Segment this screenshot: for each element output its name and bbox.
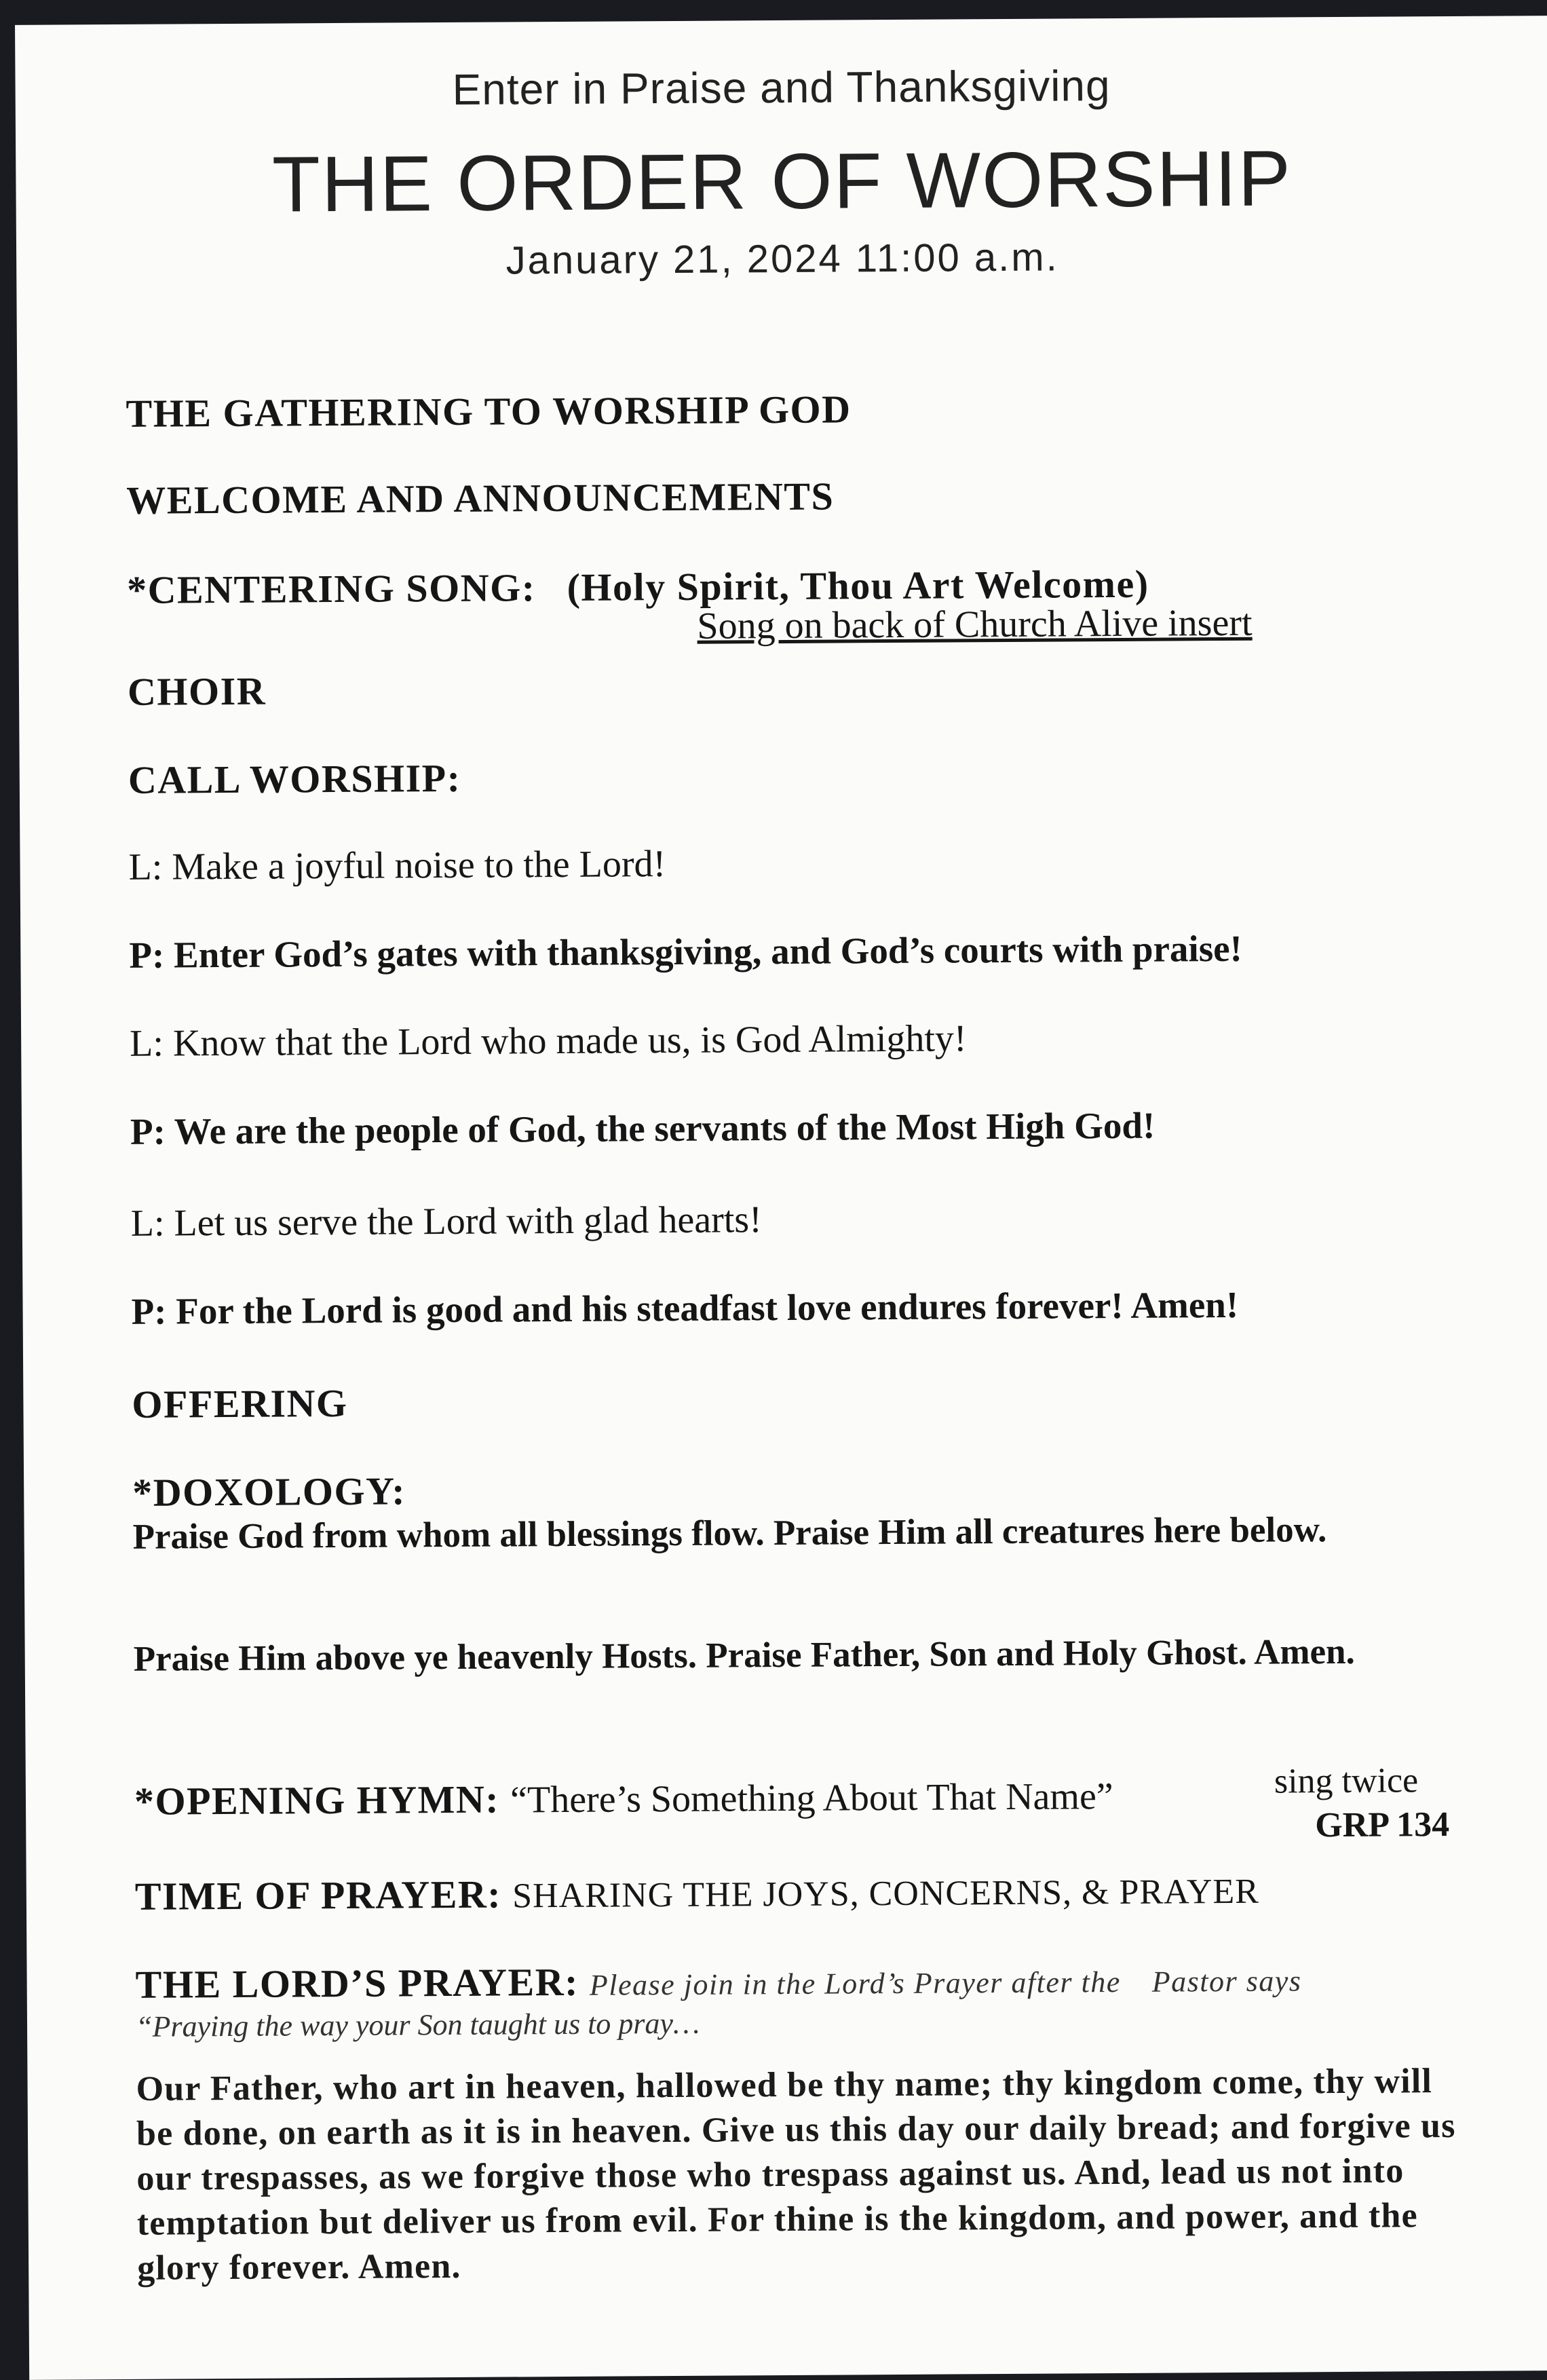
call-line-4: P: We are the people of God, the servants of the Most High God! [130, 1104, 1156, 1152]
tagline: Enter in Praise and Thanksgiving [452, 61, 1111, 114]
opening-hymn-note: sing twice [1274, 1761, 1419, 1801]
call-line-1: L: Make a joyful noise to the Lord! [128, 843, 666, 888]
section-gathering: THE GATHERING TO WORSHIP GOD [126, 387, 852, 436]
call-line-6: P: For the Lord is good and his steadfast love endures forever! Amen! [131, 1283, 1239, 1332]
section-time-of-prayer [135, 1866, 1477, 1919]
call-line-5: L: Let us serve the Lord with glad hearts! [130, 1198, 762, 1245]
centering-song-title: (Holy Spirit, Thou Art Welcome) [567, 561, 1149, 609]
centering-song-label: *CENTERING SONG: [126, 565, 536, 612]
doxology-line-2: Praise Him above ye heavenly Hosts. Praise Father, Son and Holy Ghost. Amen. [133, 1631, 1355, 1679]
section-lords-prayer [135, 1954, 1477, 2007]
lords-prayer-instruction: Please join in the Lord’s Prayer after the [589, 1965, 1121, 2002]
lords-prayer-quote: “Praying the way your Son taught us to pray… [135, 2006, 700, 2043]
time-of-prayer-label: TIME OF PRAYER: [134, 1872, 502, 1919]
hymn-number: GRP 134 [1315, 1805, 1450, 1845]
doxology-line-1: Praise God from whom all blessings flow. Praise Him all creatures here below. [132, 1510, 1327, 1557]
section-choir: CHOIR [127, 668, 267, 714]
section-welcome: WELCOME AND ANNOUNCEMENTS [126, 474, 835, 523]
service-date: January 21, 2024 11:00 a.m. [505, 235, 1059, 283]
time-of-prayer-text: SHARING THE JOYS, CONCERNS, & PRAYER [512, 1872, 1260, 1916]
opening-hymn-title: “There’s Something About That Name” [510, 1775, 1113, 1821]
page-title: THE ORDER OF WORSHIP [271, 134, 1293, 229]
lords-prayer-label: THE LORD’S PRAYER: [135, 1959, 579, 2007]
section-offering: OFFERING [132, 1380, 348, 1427]
lords-prayer-instruction-2: Pastor says [1151, 1964, 1302, 1999]
opening-hymn-label: *OPENING HYMN: [134, 1777, 500, 1824]
centering-song-note: Song on back of Church Alive insert [697, 601, 1253, 647]
call-line-2: P: Enter God’s gates with thanksgiving, and God’s courts with praise! [129, 927, 1243, 976]
call-line-3: L: Know that the Lord who made us, is God Almighty! [130, 1017, 967, 1065]
bulletin-page [15, 16, 1547, 2380]
section-call-worship: CALL WORSHIP: [128, 755, 461, 802]
doxology-label: *DOXOLOGY: [132, 1469, 406, 1515]
lords-prayer-text: Our Father, who art in heaven, hallowed be thy name; thy kingdom come, thy will be done, on earth as it is in heaven. Give us this day our daily bread; and forgive us our trespasses, as we forgive those who trespass against us. And, lead us not into temptation but deliver us from evil. For thine is the kingdom, and power, and the glory forever. Amen. [136, 2062, 1456, 2288]
